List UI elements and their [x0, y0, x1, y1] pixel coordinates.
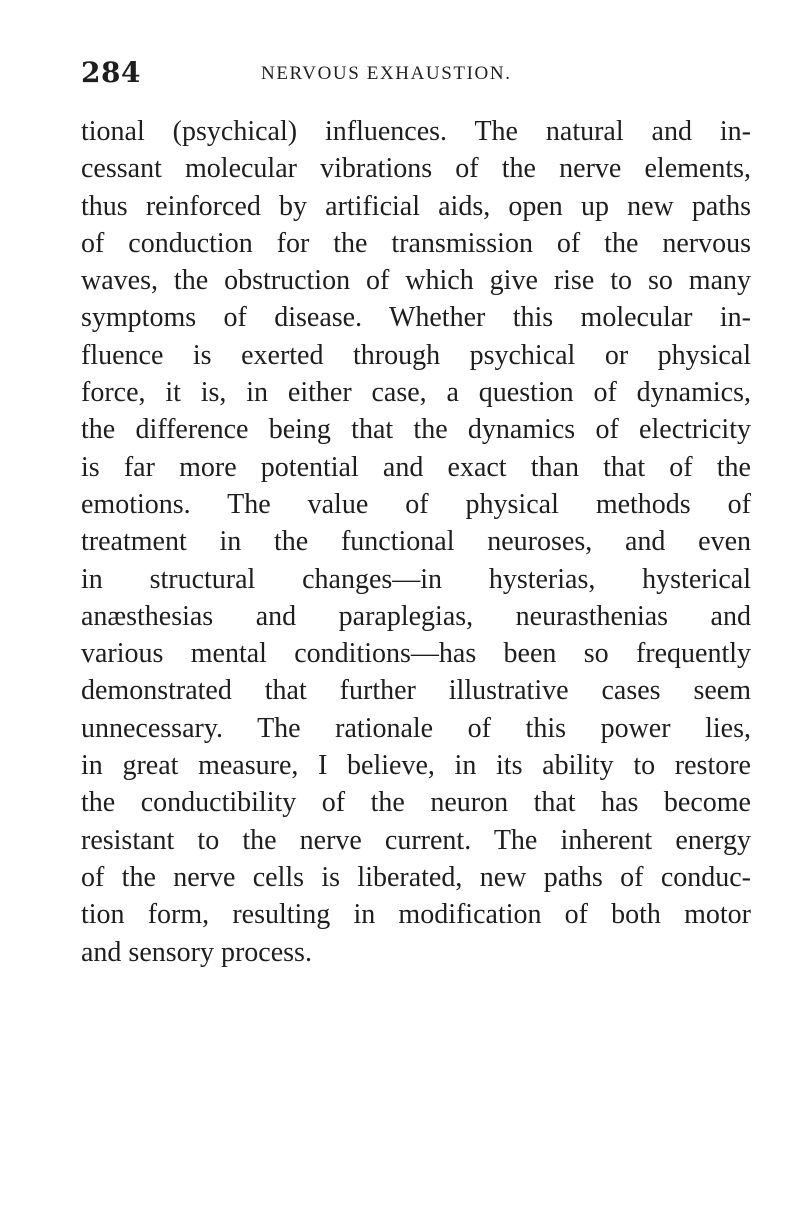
text-line: in great measure, I believe, in its ability to restore — [81, 750, 751, 782]
text-line: is far more potential and exact than that of the — [81, 451, 751, 483]
running-head — [81, 58, 741, 88]
text-line: the difference being that the dynamics of electricity — [81, 414, 751, 446]
running-title: NERVOUS EXHAUSTION. — [261, 63, 512, 84]
text-line: waves, the obstruction of which give rise to so many — [81, 265, 751, 297]
text-line: of the nerve cells is liberated, new paths of conduc- — [81, 861, 751, 893]
text-line: symptoms of disease. Whether this molecular in- — [81, 302, 751, 334]
text-line: treatment in the functional neuroses, and even — [81, 526, 751, 558]
text-line: thus reinforced by artificial aids, open up new paths — [81, 190, 751, 222]
text-line: the conductibility of the neuron that has become — [81, 787, 751, 819]
text-line: tional (psychical) influences. The natural and in- — [81, 116, 751, 147]
page-number: 284 — [81, 56, 141, 89]
text-line: demonstrated that further illustrative cases seem — [81, 675, 751, 707]
text-line: force, it is, in either case, a question of dynamics, — [81, 377, 751, 409]
text-line: resistant to the nerve current. The inherent energy — [81, 824, 751, 856]
text-line: emotions. The value of physical methods of — [81, 488, 751, 520]
text-line: cessant molecular vibrations of the nerve elements, — [81, 153, 751, 185]
text-line: tion form, resulting in modification of both motor — [81, 899, 751, 931]
body-paragraph — [81, 113, 751, 971]
text-line-last: and sensory process. — [81, 936, 312, 968]
text-line: of conduction for the transmission of the nervous — [81, 227, 751, 259]
text-line: fluence is exerted through psychical or physical — [81, 339, 751, 371]
text-line: in structural changes—in hysterias, hysterical — [81, 563, 751, 595]
text-line: unnecessary. The rationale of this power lies, — [81, 712, 751, 744]
text-line: various mental conditions—has been so frequently — [81, 638, 751, 670]
text-line: anæsthesias and paraplegias, neurasthenias and — [81, 600, 751, 632]
